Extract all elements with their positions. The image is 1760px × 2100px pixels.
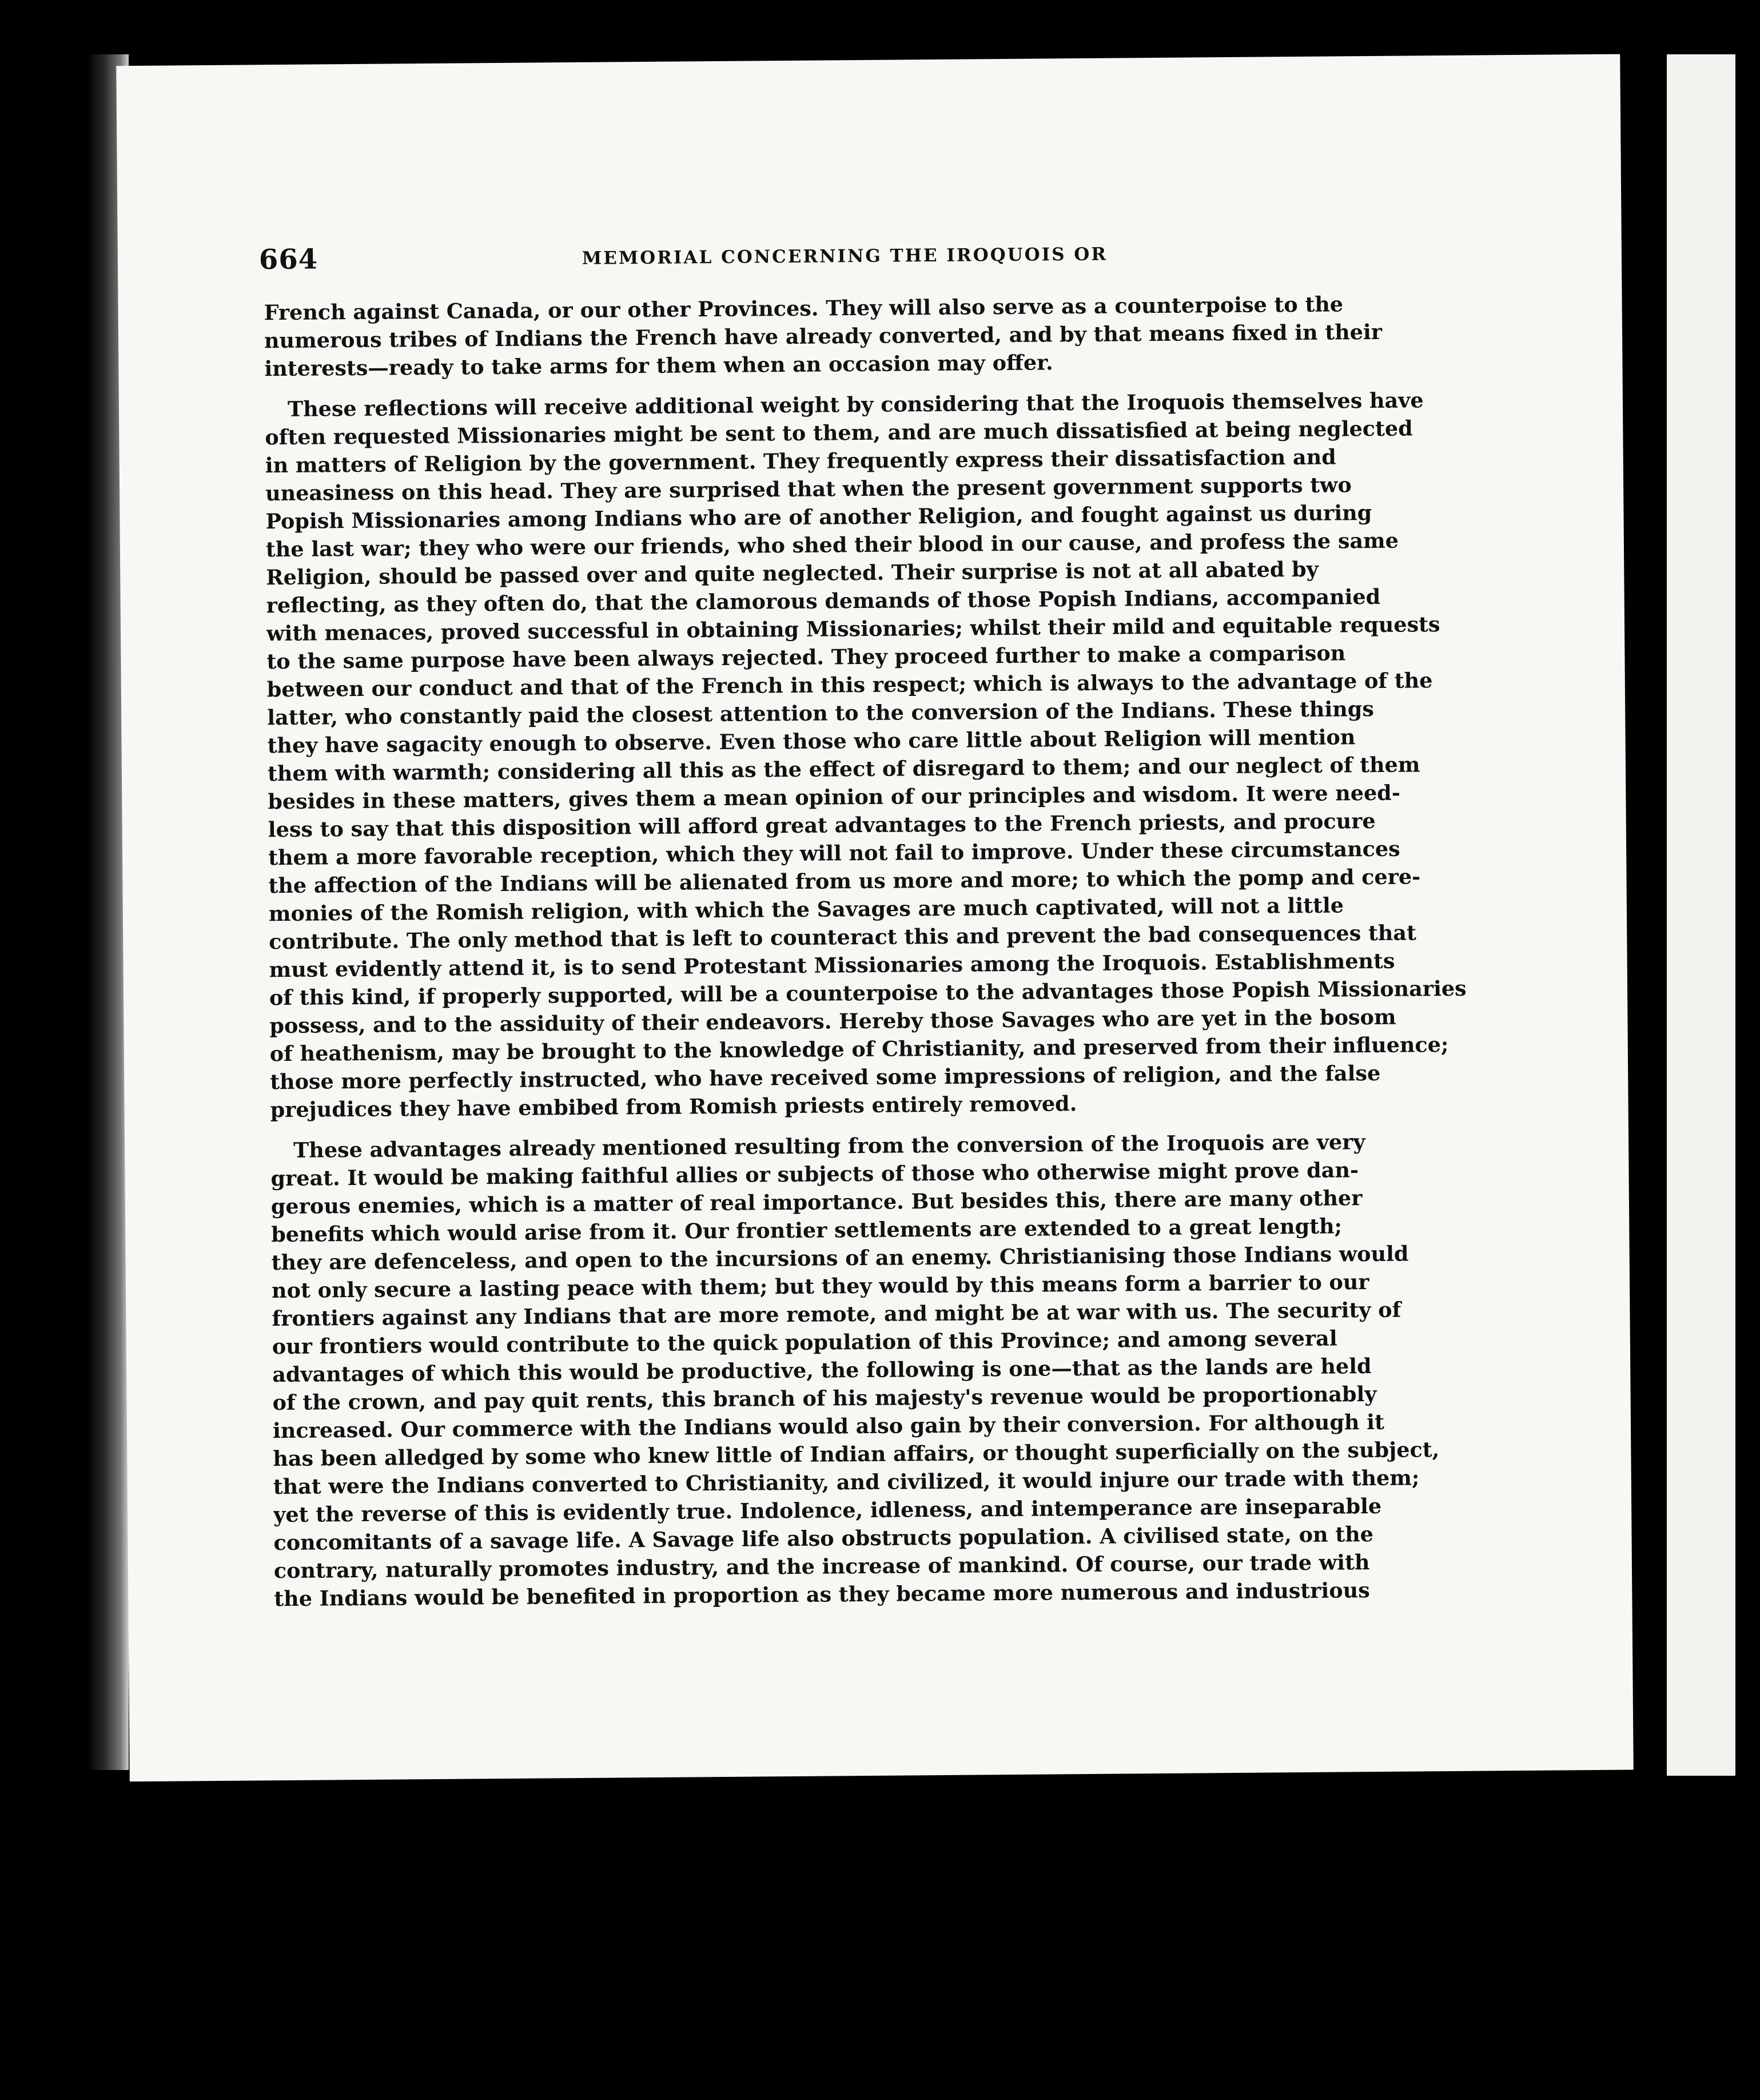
adjacent-page-edge [1667,54,1735,1776]
text-line: of this kind, if properly supported, will be a counterpoise to the advantages those Popish Missionaries [269,976,1467,1011]
text-line: latter, who constantly paid the closest attention to the conversion of the Indians. These things [267,697,1375,730]
text-line: with menaces, proved successful in obtaining Missionaries; whilst their mild and equitable requests [266,612,1440,646]
running-head: MEMORIAL CONCERNING THE IROQUOIS OR [582,244,1108,269]
page-header [258,236,1288,276]
text-line: them a more favorable reception, which they will not fail to improve. Under these circumstances [268,836,1400,870]
text-line: uneasiness on this head. They are surprised that when the present government supports two [265,472,1352,506]
text-line: less to say that this disposition will afford great advantages to the French priests, and procure [268,809,1376,842]
text-line: our frontiers would contribute to the quick population of this Province; and among several [272,1326,1337,1359]
text-line: numerous tribes of Indians the French have already converted, and by that means fixed in their [264,319,1383,353]
text-line: possess, and to the assiduity of their endeavors. Hereby those Savages who are yet in the bosom [269,1004,1396,1039]
text-line: besides in these matters, gives them a mean opinion of our principles and wisdom. It were need- [268,780,1401,814]
page-number: 664 [258,243,318,276]
text-line: French against Canada, or our other Provinces. They will also serve as a counterpoise to the [264,292,1344,325]
text-line: contrary, naturally promotes industry, and the increase of mankind. Of course, our trade with [273,1550,1370,1584]
text-line: often requested Missionaries might be sent to them, and are much dissatisfied at being neglected [265,416,1413,450]
text-line: they have sagacity enough to observe. Even those who care little about Religion will mention [267,725,1356,758]
text-line: These reflections will receive additional weight by considering that the Iroquois themselves have [287,388,1424,421]
text-line: the last war; they who were our friends, who shed their blood in our cause, and profess the same [265,528,1399,562]
text-line: the affection of the Indians will be alienated from us more and more; to which the pomp and cere- [268,864,1421,898]
text-line: to the same purpose have been always rejected. They proceed further to make a comparison [266,641,1346,674]
text-line: concomitants of a savage life. A Savage life also obstructs population. A civilised state, on the [273,1522,1374,1556]
body-text [264,289,1486,1613]
text-line: contribute. The only method that is left to counteract this and prevent the bad consequences that [269,920,1417,954]
text-line: frontiers against any Indians that are more remote, and might be at war with us. The security of [272,1297,1401,1331]
text-line: reflecting, as they often do, that the clamorous demands of those Popish Indians, accompanied [266,584,1381,618]
text-line: in matters of Religion by the government. They frequently express their dissatisfaction and [265,444,1336,478]
text-line: monies of the Romish religion, with which the Savages are much captivated, will not a little [268,893,1344,926]
text-line: must evidently attend it, is to send Protestant Missionaries among the Iroquois. Establishments [269,948,1395,983]
book-page [116,54,1633,1782]
text-line: of the crown, and pay quit rents, this branch of his majesty's revenue would be proportionably [272,1382,1377,1415]
text-line: between our conduct and that of the French in this respect; which is always to the advantage of the [266,668,1433,702]
paragraph-2 [265,386,1483,1124]
text-line: increased. Our commerce with the Indians would also gain by their conversion. For although it [272,1409,1385,1443]
text-line: that were the Indians converted to Christianity, and civilized, it would injure our trade with them; [273,1465,1420,1500]
text-line: Religion, should be passed over and quite neglected. Their surprise is not at all abated by [266,556,1319,590]
text-line: advantages of which this would be productive, the following is one—that as the lands are held [272,1354,1372,1387]
paragraph-1 [264,289,1476,383]
text-line: benefits which would arise from it. Our frontier settlements are extended to a great length; [271,1214,1343,1247]
text-line: has been alledged by some who knew little of Indian affairs, or thought superficially on the subject, [273,1437,1440,1471]
text-line: These advantages already mentioned resulting from the conversion of the Iroquois are very [293,1129,1365,1163]
text-line: prejudices they have embibed from Romish priests entirely removed. [270,1091,1077,1123]
paragraph-3 [270,1127,1486,1613]
text-line: great. It would be making faithful allies or subjects of those who otherwise might prove dan- [270,1158,1359,1191]
text-line: the Indians would be benefited in proportion as they became more numerous and industrious [274,1578,1370,1612]
text-line: not only secure a lasting peace with them; but they would by this means form a barrier to our [271,1270,1369,1303]
text-line: yet the reverse of this is evidently true. Indolence, idleness, and intemperance are inseparable [273,1493,1382,1528]
text-line: they are defenceless, and open to the incursions of an enemy. Christianising those Indians would [271,1241,1409,1275]
text-line: Popish Missionaries among Indians who are of another Religion, and fought against us during [265,500,1372,534]
text-line: those more perfectly instructed, who have received some impressions of religion, and the false [270,1060,1381,1095]
text-line: them with warmth; considering all this as the effect of disregard to them; and our neglect of them [267,752,1420,786]
text-line: of heathenism, may be brought to the knowledge of Christianity, and preserved from their influence; [269,1032,1449,1067]
text-line: interests—ready to take arms for them when an occasion may offer. [264,350,1053,381]
text-line: gerous enemies, which is a matter of real importance. But besides this, there are many other [270,1186,1363,1219]
